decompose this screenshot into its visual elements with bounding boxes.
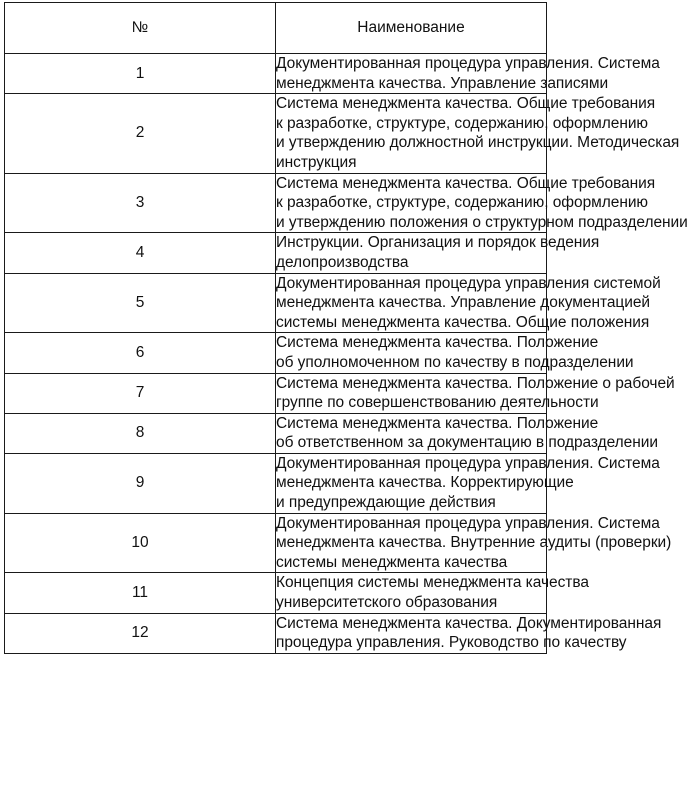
row-number-cell: 8 bbox=[5, 413, 276, 453]
document-name-line: системы менеджмента качества. Общие положения bbox=[276, 313, 650, 331]
document-name-cell bbox=[276, 54, 660, 94]
document-name-line: Система менеджмента качества. Документированная bbox=[276, 614, 662, 632]
document-name-line: Система менеджмента качества. Положение bbox=[276, 414, 599, 432]
document-name-line: делопроизводства bbox=[276, 253, 409, 271]
document-name-cell bbox=[276, 613, 662, 653]
documents-table bbox=[4, 2, 688, 654]
table-row bbox=[5, 94, 547, 173]
document-name-line: системы менеджмента качества bbox=[276, 553, 508, 571]
document-name-cell bbox=[276, 413, 658, 453]
table-row bbox=[5, 173, 547, 233]
document-name-line: инструкция bbox=[276, 153, 357, 171]
document-name-line: об уполномоченном по качеству в подразделении bbox=[276, 353, 634, 371]
table-row bbox=[5, 573, 547, 613]
row-number-cell: 12 bbox=[5, 613, 276, 653]
document-name-line: Инструкции. Организация и порядок ведения bbox=[276, 234, 600, 252]
document-name-line: Концепция системы менеджмента качества bbox=[276, 574, 589, 592]
row-number-cell: 6 bbox=[5, 333, 276, 373]
table-row bbox=[5, 413, 547, 453]
table-row bbox=[5, 513, 547, 573]
document-name-line: об ответственном за документацию в подразделении bbox=[276, 434, 658, 452]
table-body bbox=[5, 54, 688, 654]
document-name-line: Документированная процедура управления. Система bbox=[276, 55, 660, 72]
row-number-cell: 11 bbox=[5, 573, 276, 613]
document-name-line: Документированная процедура управления. Система bbox=[276, 514, 660, 532]
document-name-line: менеджмента качества. Управление записями bbox=[276, 74, 609, 92]
row-number-cell: 5 bbox=[5, 273, 276, 333]
table-row bbox=[5, 54, 547, 94]
document-name-cell bbox=[276, 453, 660, 513]
document-name-line: и предупреждающие действия bbox=[276, 494, 496, 512]
table-header bbox=[5, 3, 547, 54]
document-name-line: к разработке, структуре, содержанию, оформлению bbox=[276, 114, 649, 132]
row-number-cell: 2 bbox=[5, 94, 276, 173]
column-header-name: Наименование bbox=[276, 3, 547, 54]
row-number-cell: 1 bbox=[5, 54, 276, 94]
row-number-cell: 7 bbox=[5, 373, 276, 413]
document-name-cell bbox=[276, 94, 680, 173]
document-name-line: Система менеджмента качества. Положение о рабочей bbox=[276, 374, 675, 392]
document-name-cell bbox=[276, 233, 600, 273]
table-row bbox=[5, 613, 547, 653]
header-row bbox=[5, 3, 547, 54]
document-name-line: Документированная процедура управления системой bbox=[276, 274, 661, 292]
document-name-cell bbox=[276, 513, 672, 573]
document-name-cell bbox=[276, 273, 661, 333]
document-name-line: группе по совершенствованию деятельности bbox=[276, 394, 599, 412]
document-name-line: и утверждению положения о структурном подразделении bbox=[276, 213, 688, 231]
document-name-line: процедура управления. Руководство по качеству bbox=[276, 634, 627, 652]
document-name-line: к разработке, структуре, содержанию, оформлению bbox=[276, 194, 649, 212]
document-name-cell bbox=[276, 333, 634, 373]
document-name-line: Документированная процедура управления. Система bbox=[276, 454, 660, 472]
document-name-line: Система менеджмента качества. Общие требования bbox=[276, 95, 656, 113]
table-row bbox=[5, 373, 547, 413]
row-number-cell: 4 bbox=[5, 233, 276, 273]
document-name-line: менеджмента качества. Внутренние аудиты (проверки) bbox=[276, 534, 672, 552]
table-row bbox=[5, 333, 547, 373]
row-number-cell: 10 bbox=[5, 513, 276, 573]
document-name-line: и утверждению должностной инструкции. Методическая bbox=[276, 134, 680, 152]
document-name-line: менеджмента качества. Корректирующие bbox=[276, 474, 574, 492]
document-name-line: Система менеджмента качества. Общие требования bbox=[276, 174, 656, 192]
document-name-cell bbox=[276, 173, 688, 233]
row-number-cell: 3 bbox=[5, 173, 276, 233]
row-number-cell: 9 bbox=[5, 453, 276, 513]
document-name-line: Система менеджмента качества. Положение bbox=[276, 334, 599, 352]
table-row bbox=[5, 273, 547, 333]
document-name-line: менеджмента качества. Управление документацией bbox=[276, 294, 651, 312]
document-name-line: университетского образования bbox=[276, 594, 498, 612]
document-name-cell bbox=[276, 373, 675, 413]
table-row bbox=[5, 453, 547, 513]
table-row bbox=[5, 233, 547, 273]
column-header-number: № bbox=[5, 3, 276, 54]
document-name-cell bbox=[276, 573, 589, 613]
